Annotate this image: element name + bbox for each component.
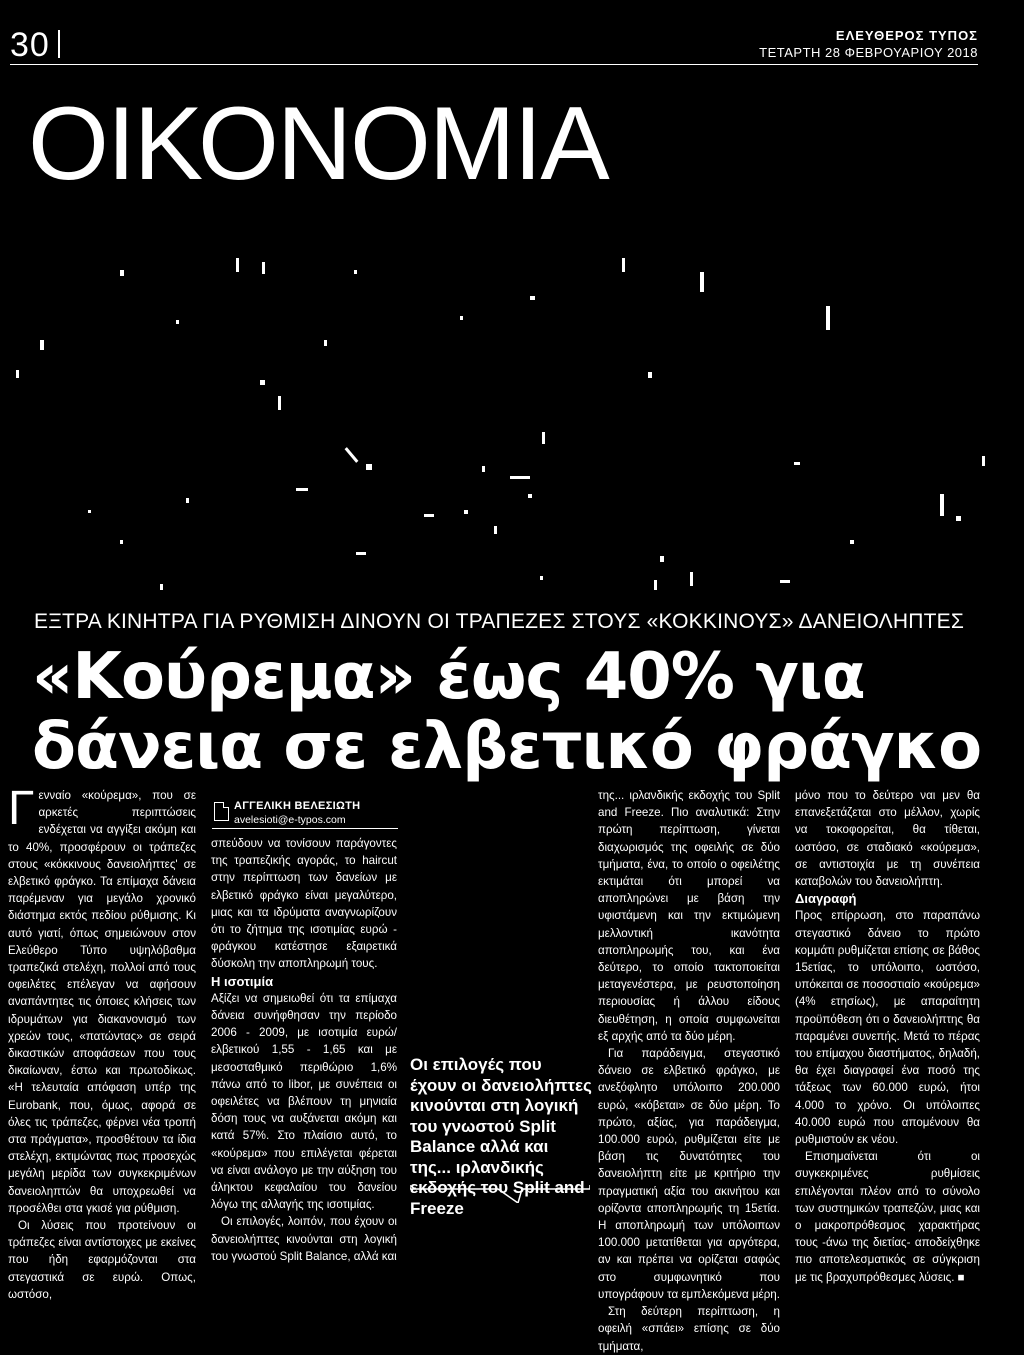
article-paragraph: Οι επιλογές, λοιπόν, που έχουν οι δανειολήπτες κινούνται στη λογική του γνωστού Split Balance, αλλά και — [211, 1215, 397, 1263]
article-paragraph: της... ιρλανδικής εκδοχής του Split and Freeze. Πιο αναλυτικά: Στην πρώτη περίπτωση, γίνεται διαχωρισμός της οφειλής σε δύο τμήματα, ένα, το οποίο ο οφειλέτης εκτιμάται ότι μπορεί να αποπληρώνει με βάση την υφιστάμενη και την εκτιμώμενη μελλοντική ικανότητα αποπληρωμής του, και ένα δεύτερο, το οποίο τακτοποιείται μεταγενέστερα, με ρευστοποίηση περιουσίας ή άλλου είδους διευθέτηση, η οποία συμφωνείται εξ αρχής από τα δύο μέρη. — [598, 789, 780, 1043]
article-column-4 — [795, 787, 980, 1286]
article-paragraph: σπεύδουν να τονίσουν παράγοντες της τραπεζικής αγοράς, το haircut στην περίπτωση των δανείων με ελβετικό φράγκο είναι μεγαλύτερο, μιας και τα ιδρύματα αναγνωρίζουν ότι το ζήτημα της ισοτιμίας ευρώ - φράγκου κατέστησε εξαιρετικά δύσκολη την αποπληρωμή τους. — [211, 837, 397, 971]
article-paragraph: Προς επίρρωση, στο παραπάνω στεγαστικό δάνειο το πρώτο κομμάτι ρυθμίζεται επίσης σε βάθος 15ετίας, το υπόλοιπο, ωστόσο, υπόκειται σε ποσοστιαίο «κούρεμα» (4% ετησίως), με απαραίτητη προϋπόθεση ότι ο δανειολήπτης θα παραμένει συνεπής. Μετά το πέρας του επίμαχου διαστήματος, δηλαδή, θα έχει διαγραφεί ένα ποσό της τάξεως των 60.000 ευρώ, ήτοι 4.000 το χρόνο. Οι υπόλοιπες 40.000 ευρώ που απομένουν θα ρυθμιστούν εκ νέου. — [795, 909, 980, 1147]
pull-quote: Οι επιλογές που έχουν οι δανειολήπτες κινούνται στη λογική του γνωστού Split Balance αλλά και της... ιρλανδικής εκδοχής του Split and Freeze — [410, 1055, 592, 1218]
byline-rule — [212, 828, 398, 829]
article-headline — [32, 642, 981, 782]
issue-date: ΤΕΤΑΡΤΗ 28 ΦΕΒΡΟΥΑΡΙΟΥ 2018 — [759, 45, 978, 60]
article-paragraph: Επισημαίνεται ότι οι συγκεκριμένες ρυθμίσεις επιλέγονται πλέον από το σύνολο των συστημικών τραπεζών, μιας και ο μακροπρόθεσμος χαρακτήρας τους -άνω της διετίας- αποδείχθηκε πιο αποτελεσματικός σε σύγκριση με τις βραχυπρόθεσμες λύσεις. ■ — [795, 1150, 980, 1284]
article-paragraph: Αξίζει να σημειωθεί ότι τα επίμαχα δάνεια συνήφθησαν την περίοδο 2006 - 2009, με ισοτιμία ευρώ/ελβετικού 1,55 - 1,65 και με μεσοσταθμικό περιθώριο 1,6% πάνω από το libor, με συνέπεια οι οφειλέτες να βλέπουν τη μηνιαία δόση τους να αυξάνεται ακόμη και κατά 57%. Στο πλαίσιο αυτό, το «κούρεμα» που επιλέγεται φέρεται να είναι ανάλογο με την αύξηση του άληκτου κεφαλαίου του δανείου λόγω της αλλαγής της ισοτιμίας. — [211, 991, 397, 1212]
author-email[interactable]: avelesioti@e-typos.com — [234, 814, 346, 826]
section-title: ΟΙΚΟΝΟΜΙΑ — [28, 86, 608, 202]
article-paragraph: μόνο που το δεύτερο ναι μεν θα επανεξετάζεται στο μέλλον, χωρίς να τοκοφορείται, θα τίθεται, ωστόσο, σε σταδιακό «κούρεμα», σε αντιστοιχία με τη συνέπεια καταβολών του δανειολήπτη. — [795, 789, 980, 889]
article-kicker: ΕΞΤΡΑ ΚΙΝΗΤΡΑ ΓΙΑ ΡΥΘΜΙΣΗ ΔΙΝΟΥΝ ΟΙ ΤΡΑΠΕΖΕΣ ΣΤΟΥΣ «ΚΟΚΚΙΝΟΥΣ» ΔΑΝΕΙΟΛΗΠΤΕΣ — [34, 610, 965, 633]
author-name: ΑΓΓΕΛΙΚΗ ΒΕΛΕΣΙΩΤΗ — [234, 800, 361, 812]
article-paragraph: Γενναίο «κούρεμα», που σε αρκετές περιπτώσεις ενδέχεται να αγγίξει ακόμη και το 40%, προσφέρουν οι τράπεζες στους «κόκκινους δανειολήπτες' σε ελβετικό φράγκο. Τα επίμαχα δάνεια παρέμεναν για μεγάλο χρονικό διάστημα εκτός πεδίου ρύθμισης. Κι αυτό γιατί, όπως σημειώνουν στον Ελεύθερο Τύπο υψηλόβαθμα τραπεζικά στελέχη, πολλοί από τους οφειλέτες επέλεγαν να αφήσουν αναπάντητες τις όποιες κλήσεις των ιδρυμάτων για διακανονισμό των χρεών τους, «πατώντας» σε σειρά δικαστικών αποφάσεων που τους δικαίωναν, έστω και πρωτοδίκως. «Η τελευταία απόφαση υπέρ της Eurobank, που, όμως, αφορά σε όλες τις τράπεζες, φέρνει νέα τροπή στα πράγματα», προσθέτουν τα ίδια στελέχη, εκτιμώντας πως προσεχώς μεγάλη μερίδα των συγκεκριμένων δανειοληπτών θα υποχρεωθεί να προσέλθει στα γκισέ για ρύθμιση. — [8, 782, 196, 1215]
article-column-3 — [598, 787, 780, 1355]
article-paragraph: Στη δεύτερη περίπτωση, η οφειλή «σπάει» επίσης σε δύο τμήματα, — [598, 1305, 780, 1353]
article-column-1 — [8, 782, 196, 1303]
document-icon — [214, 802, 229, 821]
newspaper-name: ΕΛΕΥΘΕΡΟΣ ΤΥΠΟΣ — [835, 28, 978, 43]
headline-line-1: «Κούρεμα» έως 40% για — [32, 640, 865, 714]
header-rule — [10, 64, 978, 65]
pull-quote-frame — [410, 1183, 590, 1203]
page-number: 30 — [10, 26, 50, 64]
drop-cap: Γ — [8, 782, 35, 835]
article-paragraph: Οι λύσεις που προτείνουν οι τράπεζες είναι αντίστοιχες με εκείνες που ήδη εφαρμόζονται στα στεγαστικά σε ευρώ. Οπως, ωστόσο, — [8, 1219, 196, 1301]
subheading-rate: Η ισοτιμία — [211, 973, 274, 989]
article-column-2 — [211, 835, 397, 1265]
headline-line-2: δάνεια σε ελβετικό φράγκο — [32, 710, 982, 784]
page-number-divider — [58, 30, 60, 58]
subheading-write-off: Διαγραφή — [795, 891, 857, 907]
article-paragraph: Για παράδειγμα, στεγαστικό δάνειο σε ελβετικό φράγκο, με ανεξόφλητο υπόλοιπο 200.000 ευρώ, «κόβεται» σε δύο μέρη. Το πρώτο, αξίας, για παράδειγμα, 100.000 ευρώ, ρυθμίζεται είτε με βάση τις δυνατότητες του δανειολήπτη είτε με κριτήριο την πραγματική αξία του ακινήτου και ορίζοντα αποπληρωμής τη 15ετία. Η αποπληρωμή των υπόλοιπων 100.000 μετατίθεται για αργότερα, αν και πρέπει να ορίζεται σαφώς στο συμφωνητικό που υπογράφουν τα εμπλεκόμενα μέρη. — [598, 1047, 780, 1301]
